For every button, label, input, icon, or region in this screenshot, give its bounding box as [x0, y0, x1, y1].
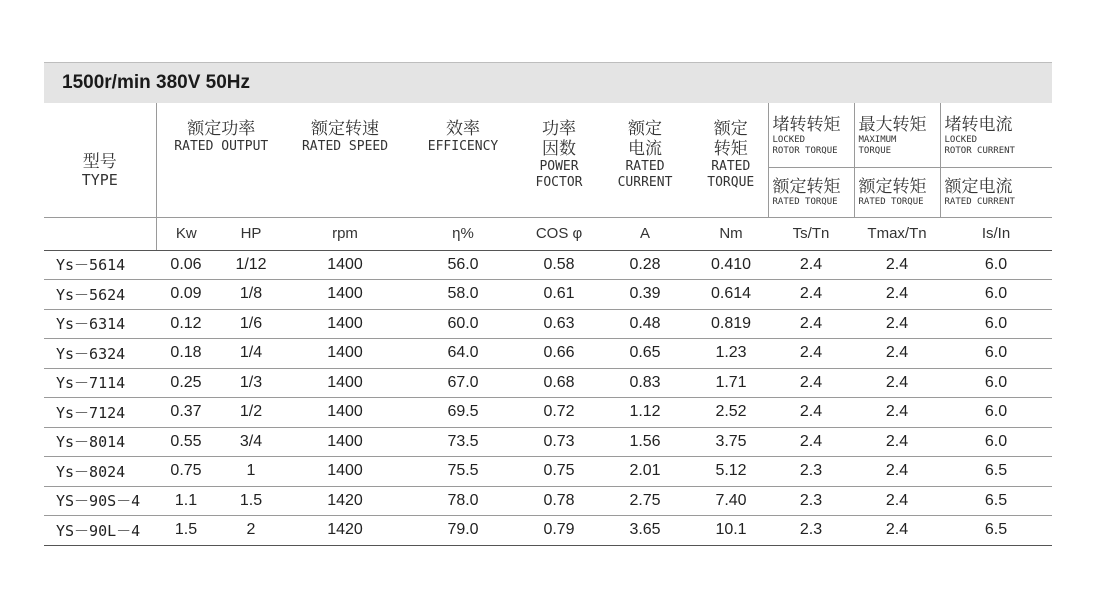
unit-cell: Ts/Tn: [768, 217, 854, 250]
value-cell: 1.12: [596, 398, 694, 428]
value-cell: 0.66: [522, 339, 596, 369]
value-cell: 2.4: [854, 339, 940, 369]
value-cell: 2.4: [768, 368, 854, 398]
type-header: 型号 TYPE: [81, 151, 118, 189]
table-row: [44, 427, 1052, 457]
value-cell: 1/6: [216, 309, 286, 339]
max-torque-header: 最大转矩 MAXIMUM TORQUE: [854, 103, 940, 167]
table-row: [44, 309, 1052, 339]
units-row: [44, 217, 1052, 250]
unit-cell: Nm: [694, 217, 768, 250]
table-row: [44, 457, 1052, 487]
value-cell: 2.75: [596, 486, 694, 516]
value-cell: 2.4: [854, 457, 940, 487]
power-factor-header: 功率 因数 POWER FOCTOR: [535, 119, 583, 190]
value-cell: 2.3: [768, 516, 854, 546]
value-cell: 7.40: [694, 486, 768, 516]
value-cell: 1/12: [216, 250, 286, 280]
value-cell: 0.58: [522, 250, 596, 280]
table-body: [44, 250, 1052, 545]
value-cell: 60.0: [404, 309, 522, 339]
value-cell: 0.75: [156, 457, 216, 487]
value-cell: 1.71: [694, 368, 768, 398]
value-cell: 0.614: [694, 280, 768, 310]
value-cell: 2.4: [854, 516, 940, 546]
locked-torque-header: 堵转转矩 LOCKED ROTOR TORQUE: [768, 103, 854, 167]
rated-output-header: 额定功率 RATED OUTPUT: [156, 103, 286, 217]
rated-speed-header: 额定转速 RATED SPEED: [301, 119, 389, 154]
value-cell: 0.25: [156, 368, 216, 398]
value-cell: 1/3: [216, 368, 286, 398]
value-cell: 1420: [286, 516, 404, 546]
value-cell: 1400: [286, 398, 404, 428]
model-cell: Ys－5624: [44, 280, 156, 310]
unit-cell: COS φ: [522, 217, 596, 250]
value-cell: 5.12: [694, 457, 768, 487]
value-cell: 1400: [286, 250, 404, 280]
value-cell: 75.5: [404, 457, 522, 487]
locked-current-header: 堵转电流 LOCKED ROTOR CURRENT: [940, 103, 1052, 167]
value-cell: 2.52: [694, 398, 768, 428]
table-row: [44, 368, 1052, 398]
value-cell: 0.68: [522, 368, 596, 398]
rated-torque-header: 额定 转矩 RATED TORQUE: [707, 119, 755, 190]
value-cell: 58.0: [404, 280, 522, 310]
value-cell: 6.0: [940, 339, 1052, 369]
table-row: [44, 250, 1052, 280]
value-cell: 2.4: [768, 309, 854, 339]
value-cell: 64.0: [404, 339, 522, 369]
value-cell: 6.5: [940, 486, 1052, 516]
value-cell: 6.0: [940, 398, 1052, 428]
value-cell: 2.4: [768, 339, 854, 369]
value-cell: 0.819: [694, 309, 768, 339]
value-cell: 1.5: [216, 486, 286, 516]
value-cell: 0.79: [522, 516, 596, 546]
value-cell: 1/2: [216, 398, 286, 428]
max-torque-subheader: 额定转矩 RATED TORQUE: [854, 167, 940, 217]
value-cell: 6.0: [940, 427, 1052, 457]
table-row: [44, 516, 1052, 546]
value-cell: 0.75: [522, 457, 596, 487]
value-cell: 6.0: [940, 250, 1052, 280]
value-cell: 69.5: [404, 398, 522, 428]
value-cell: 0.09: [156, 280, 216, 310]
value-cell: 2.4: [854, 368, 940, 398]
value-cell: 1.56: [596, 427, 694, 457]
model-cell: Ys－5614: [44, 250, 156, 280]
value-cell: 0.78: [522, 486, 596, 516]
value-cell: 1.1: [156, 486, 216, 516]
unit-cell: Kw: [156, 217, 216, 250]
locked-current-subheader: 额定电流 RATED CURRENT: [940, 167, 1052, 217]
spec-sheet: [44, 62, 1052, 546]
value-cell: 1400: [286, 280, 404, 310]
unit-cell: Tmax/Tn: [854, 217, 940, 250]
value-cell: 2.4: [854, 309, 940, 339]
value-cell: 1400: [286, 427, 404, 457]
value-cell: 0.37: [156, 398, 216, 428]
header-row-top: [44, 103, 1052, 167]
value-cell: 0.73: [522, 427, 596, 457]
model-cell: Ys－6324: [44, 339, 156, 369]
table-row: [44, 486, 1052, 516]
value-cell: 2.4: [854, 280, 940, 310]
value-cell: 0.28: [596, 250, 694, 280]
value-cell: 3.65: [596, 516, 694, 546]
unit-cell: rpm: [286, 217, 404, 250]
value-cell: 0.72: [522, 398, 596, 428]
value-cell: 0.48: [596, 309, 694, 339]
value-cell: 0.55: [156, 427, 216, 457]
locked-torque-subheader: 额定转矩 RATED TORQUE: [768, 167, 854, 217]
value-cell: 2.3: [768, 486, 854, 516]
value-cell: 2.4: [768, 398, 854, 428]
model-cell: Ys－7124: [44, 398, 156, 428]
value-cell: 3.75: [694, 427, 768, 457]
unit-cell-blank: [44, 217, 156, 250]
value-cell: 10.1: [694, 516, 768, 546]
unit-cell: Is/In: [940, 217, 1052, 250]
model-cell: Ys－8014: [44, 427, 156, 457]
value-cell: 2.4: [854, 486, 940, 516]
spec-table: [44, 103, 1052, 546]
table-title: 1500r/min 380V 50Hz: [44, 62, 1052, 103]
value-cell: 0.83: [596, 368, 694, 398]
model-cell: Ys－7114: [44, 368, 156, 398]
unit-cell: A: [596, 217, 694, 250]
value-cell: 6.5: [940, 516, 1052, 546]
value-cell: 79.0: [404, 516, 522, 546]
value-cell: 1: [216, 457, 286, 487]
efficiency-header: 效率 EFFICENCY: [427, 119, 499, 154]
value-cell: 2.4: [854, 250, 940, 280]
table-row: [44, 280, 1052, 310]
value-cell: 1400: [286, 339, 404, 369]
value-cell: 0.410: [694, 250, 768, 280]
value-cell: 1400: [286, 368, 404, 398]
model-cell: YS－90L－4: [44, 516, 156, 546]
value-cell: 0.61: [522, 280, 596, 310]
value-cell: 0.63: [522, 309, 596, 339]
value-cell: 2.4: [854, 427, 940, 457]
value-cell: 3/4: [216, 427, 286, 457]
value-cell: 0.18: [156, 339, 216, 369]
model-cell: Ys－6314: [44, 309, 156, 339]
value-cell: 6.0: [940, 280, 1052, 310]
value-cell: 2.01: [596, 457, 694, 487]
value-cell: 6.5: [940, 457, 1052, 487]
unit-cell: η%: [404, 217, 522, 250]
value-cell: 2.3: [768, 457, 854, 487]
value-cell: 0.06: [156, 250, 216, 280]
value-cell: 1/4: [216, 339, 286, 369]
rated-current-header: 额定 电流 RATED CURRENT: [617, 119, 673, 190]
value-cell: 1.23: [694, 339, 768, 369]
table-row: [44, 398, 1052, 428]
value-cell: 1400: [286, 309, 404, 339]
unit-cell: HP: [216, 217, 286, 250]
value-cell: 0.12: [156, 309, 216, 339]
value-cell: 2.4: [854, 398, 940, 428]
value-cell: 6.0: [940, 309, 1052, 339]
value-cell: 2.4: [768, 250, 854, 280]
value-cell: 0.39: [596, 280, 694, 310]
value-cell: 1/8: [216, 280, 286, 310]
model-cell: Ys－8024: [44, 457, 156, 487]
value-cell: 2: [216, 516, 286, 546]
model-cell: YS－90S－4: [44, 486, 156, 516]
value-cell: 0.65: [596, 339, 694, 369]
value-cell: 2.4: [768, 280, 854, 310]
value-cell: 1400: [286, 457, 404, 487]
value-cell: 6.0: [940, 368, 1052, 398]
value-cell: 73.5: [404, 427, 522, 457]
value-cell: 78.0: [404, 486, 522, 516]
value-cell: 1420: [286, 486, 404, 516]
value-cell: 56.0: [404, 250, 522, 280]
value-cell: 1.5: [156, 516, 216, 546]
table-row: [44, 339, 1052, 369]
value-cell: 67.0: [404, 368, 522, 398]
value-cell: 2.4: [768, 427, 854, 457]
